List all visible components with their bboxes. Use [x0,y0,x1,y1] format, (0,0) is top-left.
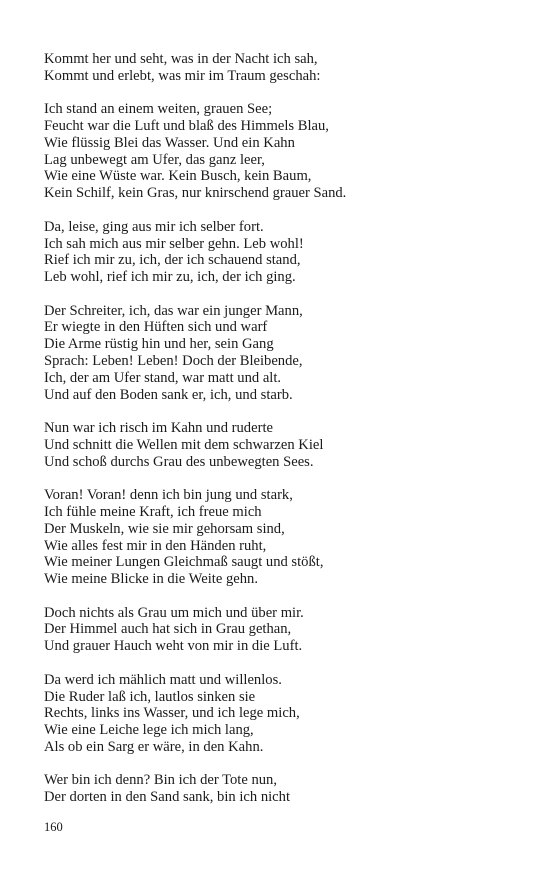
poem-line: Der Schreiter, ich, das war ein junger Mann, [44,302,303,319]
poem-line: Und schnitt die Wellen mit dem schwarzen Kiel [44,436,324,453]
stanza-3 [44,219,524,286]
poem-line: Rechts, links ins Wasser, und ich lege mich, [44,705,300,722]
poem-line: Wie meine Blicke in die Weite gehn. [44,571,258,588]
poem-line: Ich stand an einem weiten, grauen See; [44,101,273,118]
poem-line: Da werd ich mählich matt und willenlos. [44,671,282,688]
poem-line: Der dorten in den Sand sank, bin ich nicht [44,789,291,806]
poem-line: Und schoß durchs Grau des unbewegten Sees. [44,453,314,470]
poem-line: Voran! Voran! denn ich bin jung und stark, [44,487,293,504]
poem-line: Wie alles fest mir in den Händen ruht, [44,537,267,554]
poem-line: Wie eine Leiche lege ich mich lang, [44,722,254,739]
poem-line: Kommt her und seht, was in der Nacht ich sah, [44,51,318,67]
stanza-5 [44,420,524,470]
poem-body [44,51,524,823]
poem-line: Da, leise, ging aus mir ich selber fort. [44,218,264,235]
poem-line: Wie flüssig Blei das Wasser. Und ein Kahn [44,134,295,151]
poem-line: Ich fühle meine Kraft, ich freue mich [44,503,262,520]
poem-line: Sprach: Leben! Leben! Doch der Bleibende, [44,353,303,370]
stanza-2 [44,101,524,202]
stanza-8 [44,672,524,756]
poem-line: Rief ich mir zu, ich, der ich schauend stand, [44,252,301,269]
poem-line: Nun war ich risch im Kahn und ruderte [44,420,273,437]
stanza-4 [44,303,524,404]
poem-line: Doch nichts als Grau um mich und über mir. [44,604,304,621]
poem-line: Wie eine Wüste war. Kein Busch, kein Baum, [44,168,312,185]
stanza-9 [44,772,524,806]
poem-line: Kein Schilf, kein Gras, nur knirschend grauer Sand. [44,185,347,202]
poem-line: Wer bin ich denn? Bin ich der Tote nun, [44,772,278,789]
poem-line: Ich, der am Ufer stand, war matt und alt. [44,369,282,386]
poem-line: Der Muskeln, wie sie mir gehorsam sind, [44,520,285,537]
poem-line: Lag unbewegt am Ufer, das ganz leer, [44,151,265,168]
stanza-6 [44,487,524,588]
poem-line: Die Ruder laß ich, lautlos sinken sie [44,688,256,705]
poem-line: Und auf den Boden sank er, ich, und starb. [44,386,293,403]
poem-line: Leb wohl, rief ich mir zu, ich, der ich ging. [44,269,296,286]
poem-line: Und grauer Hauch weht von mir in die Luft. [44,638,303,655]
poem-line: Feucht war die Luft und blaß des Himmels Blau, [44,118,329,135]
page-number: 160 [44,820,63,834]
poem-line: Als ob ein Sarg er wäre, in den Kahn. [44,738,264,755]
poem-line: Er wiegte in den Hüften sich und warf [44,319,268,336]
stanza-1 [44,51,524,85]
poem-line: Der Himmel auch hat sich in Grau gethan, [44,621,292,638]
stanza-7 [44,605,524,655]
poem-line: Wie meiner Lungen Gleichmaß saugt und stößt, [44,554,324,571]
poem-line: Die Arme rüstig hin und her, sein Gang [44,336,274,353]
poem-line: Kommt und erlebt, was mir im Traum geschah: [44,67,321,84]
poem-line: Ich sah mich aus mir selber gehn. Leb wohl! [44,235,304,252]
